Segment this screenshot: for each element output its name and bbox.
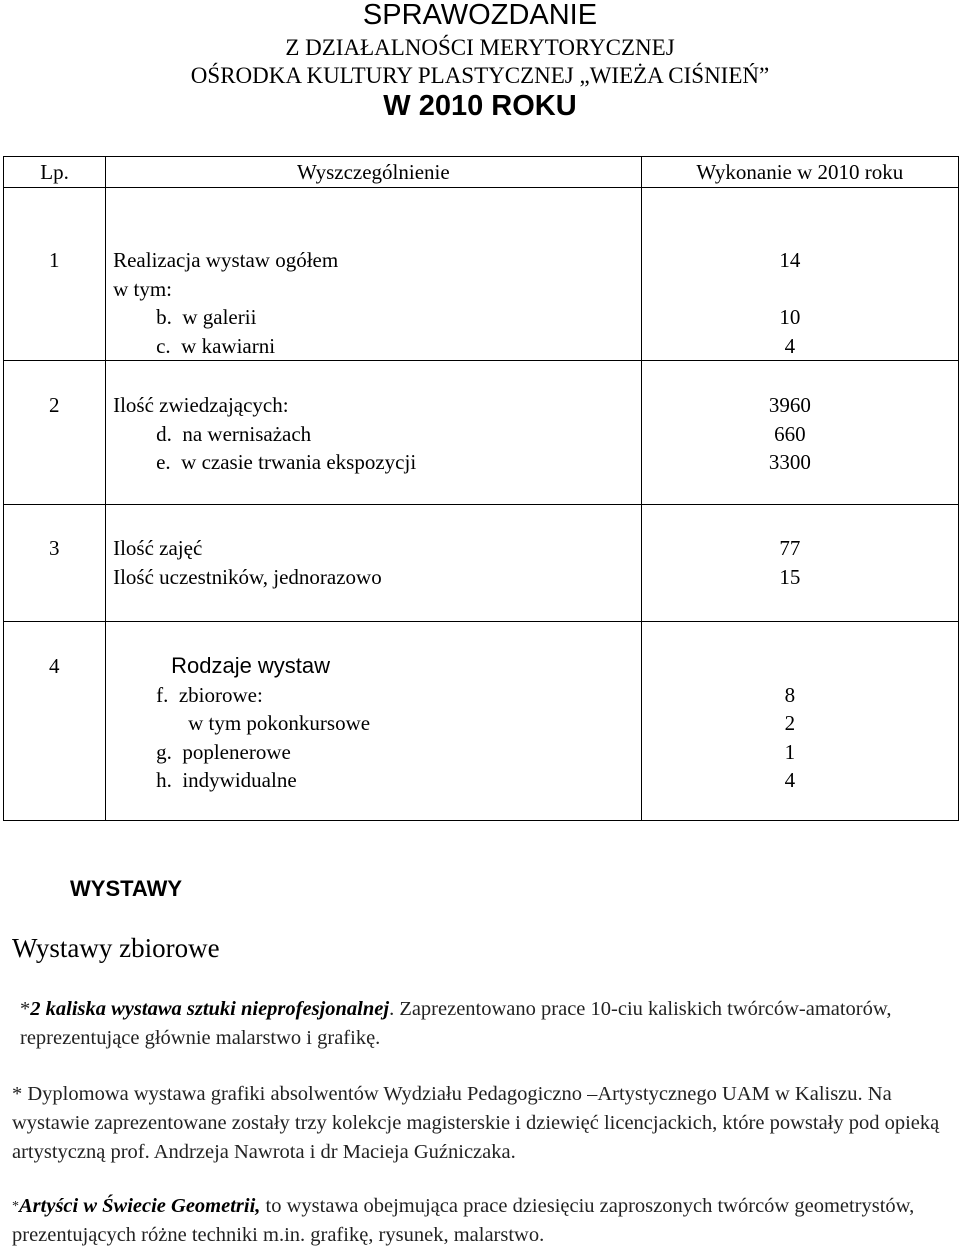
table-header-row: [4, 157, 959, 188]
list-label: zbiorowe:: [178, 682, 263, 707]
asterisk: *: [12, 1199, 19, 1214]
row2-lp: 2: [49, 393, 60, 417]
value: 3300: [768, 450, 811, 474]
section-heading-zbiorowe: Wystawy zbiorowe: [12, 933, 220, 963]
header-desc: Wyszczególnienie: [106, 157, 642, 188]
report-year: W 2010 ROKU: [383, 90, 577, 122]
row4-desc-cell: [106, 622, 642, 821]
section-heading-wystawy: WYSTAWY: [70, 876, 183, 901]
value: 14: [779, 248, 801, 272]
value: 1: [784, 739, 796, 764]
list-label: w kawiarni: [181, 333, 276, 358]
list-item: [113, 420, 641, 449]
list-marker: e.: [156, 450, 171, 474]
table-row: [4, 622, 959, 821]
exhibition-name: Artyści w Świecie Geometrii,: [19, 1195, 261, 1217]
asterisk: *: [20, 998, 31, 1020]
table-row: [4, 361, 959, 505]
value: 15: [779, 564, 801, 589]
row4-lp-cell: [4, 622, 106, 821]
row2-lp-cell: [4, 361, 106, 505]
row4-title: Rodzaje wystaw: [171, 653, 331, 678]
row2-value-cell: [641, 361, 958, 505]
row4-lp: 4: [49, 654, 60, 678]
exhibition-desc: to wystawa obejmująca prace dziesięciu zaproszonych twórców geometrystów, prezentujących różne techniki m.in. grafikę, rysunek, malarstwo.: [12, 1195, 915, 1246]
row3-desc-cell: [106, 505, 642, 622]
header-value: Wykonanie w 2010 roku: [641, 157, 958, 188]
list-item: [113, 332, 641, 361]
value: 8: [784, 682, 796, 707]
row1-lp-cell: [4, 188, 106, 361]
list-marker: g.: [156, 739, 172, 764]
value: 4: [784, 333, 796, 358]
list-marker: h.: [156, 768, 172, 792]
row3-lp-cell: [4, 505, 106, 622]
row4-value-cell: [641, 622, 958, 821]
value: 77: [779, 536, 801, 560]
list-item: [113, 681, 641, 710]
list-label: indywidualne: [182, 768, 297, 792]
list-marker: b.: [156, 305, 172, 329]
exhibition-desc: . Zaprezentowano prace 10-ciu kaliskich twórców-amatorów, reprezentujące głównie malarstwo i grafikę.: [20, 998, 892, 1049]
list-label: w tym pokonkursowe: [188, 711, 371, 735]
paragraph-exhibition-3: [12, 1192, 950, 1250]
value: 2: [784, 711, 796, 735]
row2-title: Ilość zwiedzających:: [113, 393, 289, 417]
report-subtitle-1: Z DZIAŁALNOŚCI MERYTORYCZNEJ: [285, 35, 675, 60]
list-item: [113, 766, 641, 795]
row3-line2: Ilość uczestników, jednorazowo: [113, 564, 382, 589]
row1-value-cell: [641, 188, 958, 361]
list-marker: f.: [156, 682, 169, 707]
row3-value-cell: [641, 505, 958, 622]
list-item: [113, 303, 641, 332]
row3-lp: 3: [49, 536, 60, 560]
value: 4: [784, 768, 796, 792]
report-subtitle-2: OŚRODKA KULTURY PLASTYCZNEJ „WIEŻA CIŚNIEŃ”: [190, 63, 770, 88]
value: 10: [779, 305, 801, 329]
list-item: [113, 448, 641, 477]
value: 660: [774, 421, 806, 446]
list-label: w czasie trwania ekspozycji: [181, 450, 417, 474]
list-label: na wernisażach: [182, 421, 312, 446]
list-item: [113, 738, 641, 767]
list-marker: c.: [156, 333, 171, 358]
table-row: [4, 188, 959, 361]
row1-lp: 1: [49, 248, 60, 272]
row1-title: Realizacja wystaw ogółem: [113, 248, 339, 272]
summary-table: [3, 156, 959, 821]
table-row: [4, 505, 959, 622]
list-label: poplenerowe: [182, 739, 291, 764]
list-item: [113, 709, 641, 738]
paragraph-exhibition-1: [20, 995, 950, 1053]
value: 3960: [768, 393, 811, 417]
row1-desc-cell: [106, 188, 642, 361]
row3-line1: Ilość zajęć: [113, 536, 203, 560]
row2-desc-cell: [106, 361, 642, 505]
paragraph-exhibition-2: * Dyplomowa wystawa grafiki absolwentów Wydziału Pedagogiczno –Artystycznego UAM w Kaliszu. Na wystawie zaprezentowane zostały trzy kolekcje magisterskie i dziewięć licencjackich, które powstały pod opieką artystyczną prof. Andrzeja Nawrota i dr Macieja Guźniczaka.: [12, 1083, 940, 1163]
report-title: SPRAWOZDANIE: [362, 0, 598, 31]
exhibition-name: 2 kaliska wystawa sztuki nieprofesjonalnej: [30, 998, 390, 1020]
row1-subtitle: w tym:: [113, 276, 173, 301]
header-lp: Lp.: [4, 157, 106, 188]
list-label: w galerii: [182, 305, 257, 329]
list-marker: d.: [156, 421, 172, 446]
